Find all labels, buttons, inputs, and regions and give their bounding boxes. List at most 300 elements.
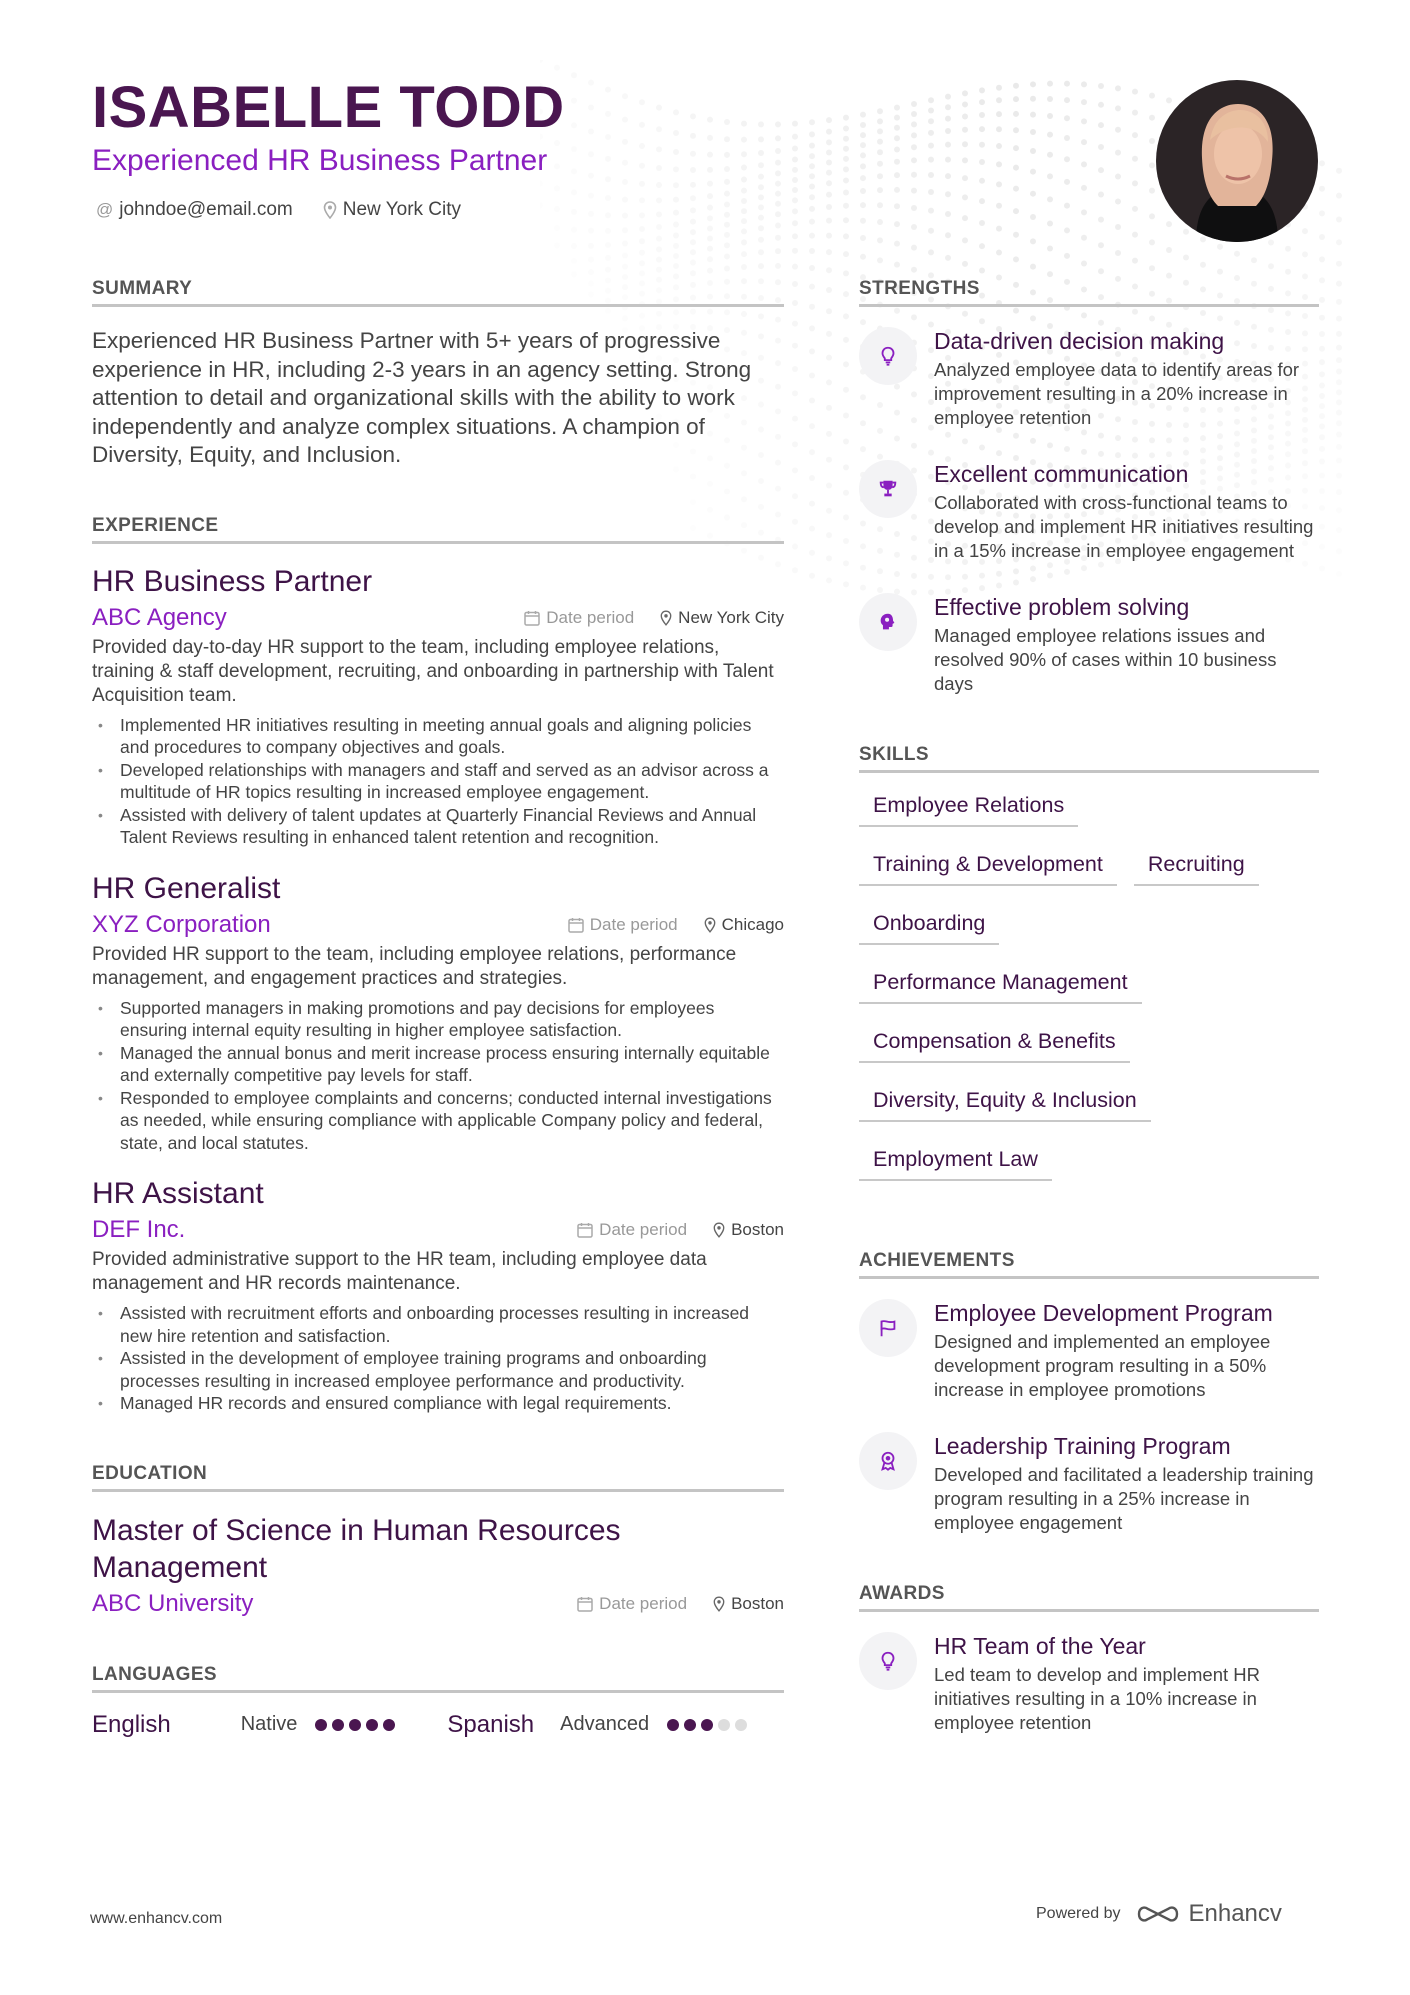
pattern-dot: [843, 313, 849, 319]
pattern-dot: [1115, 150, 1121, 156]
awards-section-title: AWARDS: [859, 1583, 1319, 1612]
job-location: [704, 915, 784, 935]
pattern-dot: [1319, 459, 1325, 465]
pattern-dot: [758, 225, 764, 231]
pattern-dot: [1064, 227, 1070, 233]
pattern-dot: [792, 187, 798, 193]
pattern-dot: [540, 181, 543, 187]
pattern-dot: [809, 325, 815, 331]
pattern-dot: [1336, 168, 1342, 174]
pattern-dot: [656, 165, 662, 171]
job-title: HR Business Partner: [92, 564, 373, 598]
pattern-dot: [1319, 331, 1325, 337]
pattern-dot: [707, 226, 713, 232]
bullet-item: • Assisted with recruitment efforts and onboarding processes resulting in increased new hire retention and satisfaction.: [92, 1302, 784, 1347]
pattern-dot: [860, 152, 866, 158]
pattern-dot: [809, 233, 815, 239]
date-period: [577, 1594, 687, 1614]
pattern-dot: [894, 187, 900, 193]
pattern-dot: [1047, 96, 1053, 102]
language-level: Native: [240, 1713, 298, 1735]
pattern-dot: [860, 175, 866, 181]
summary-text: Experienced HR Business Partner with 5+ years of progressive experience in HR, including 2-3 years in an agency setting. Strong attention to detail and organizational skills with the ability to work independently and analyze complex situations. A champion of Diversity, Equity, and Inclusion.: [92, 328, 752, 467]
pattern-dot: [741, 208, 747, 214]
pattern-dot: [1336, 261, 1342, 267]
pattern-dot: [809, 163, 815, 169]
date-text: Date period: [599, 1593, 688, 1613]
pattern-dot: [605, 242, 611, 248]
pattern-dot: [1319, 371, 1325, 377]
pattern-dot: [1336, 507, 1342, 513]
location-text: New York City: [342, 199, 462, 220]
flag-icon: [859, 1299, 917, 1357]
pattern-dot: [962, 157, 968, 163]
email-contact[interactable]: [96, 199, 293, 221]
summary-section-title: SUMMARY: [92, 278, 784, 307]
pattern-dot: [690, 229, 696, 235]
strength-item: [859, 460, 1319, 563]
language-name: English: [92, 1710, 171, 1738]
pattern-dot: [860, 188, 866, 194]
award-item: [859, 1632, 1319, 1735]
skill-tag: Training & Development: [859, 846, 1117, 886]
pattern-dot: [605, 195, 611, 201]
pattern-dot: [758, 204, 764, 210]
pattern-dot: [758, 136, 764, 142]
pattern-dot: [673, 243, 679, 249]
pattern-dot: [809, 284, 815, 290]
pattern-dot: [792, 220, 798, 226]
pattern-dot: [775, 248, 781, 254]
pattern-dot: [809, 265, 815, 271]
pattern-dot: [775, 170, 781, 176]
date-period: [568, 915, 678, 935]
pattern-dot: [843, 156, 849, 162]
pattern-dot: [775, 148, 781, 154]
pattern-dot: [571, 189, 577, 195]
pattern-dot: [1336, 389, 1342, 395]
proficiency-dot-filled: [684, 1719, 696, 1731]
brand-name: Enhancv: [1188, 1900, 1282, 1927]
location-pin-icon: [660, 610, 672, 626]
strengths-section-title: STRENGTHS: [859, 278, 1319, 307]
pattern-dot: [792, 177, 798, 183]
pattern-dot: [1081, 261, 1087, 267]
pattern-dot: [1336, 432, 1342, 438]
pattern-dot: [877, 139, 883, 145]
pattern-dot: [1098, 268, 1104, 274]
pattern-dot: [843, 136, 849, 142]
pattern-dot: [724, 201, 730, 207]
pattern-dot: [775, 235, 781, 241]
profile-photo: [1156, 80, 1318, 242]
pattern-dot: [979, 267, 985, 273]
pattern-dot: [1064, 156, 1070, 162]
job-location: [713, 1220, 784, 1240]
pattern-dot: [673, 197, 679, 203]
pattern-dot: [1336, 458, 1342, 464]
pattern-dot: [1098, 144, 1104, 150]
pattern-dot: [1149, 162, 1155, 168]
proficiency-dot-filled: [667, 1719, 679, 1731]
pattern-dot: [877, 237, 883, 243]
pattern-dot: [894, 147, 900, 153]
pattern-dot: [894, 125, 900, 131]
pattern-dot: [928, 118, 934, 124]
pattern-dot: [792, 390, 798, 396]
pattern-dot: [1319, 359, 1325, 365]
pattern-dot: [1319, 256, 1325, 262]
pattern-dot: [673, 263, 679, 269]
pattern-dot: [962, 127, 968, 133]
pattern-dot: [1319, 505, 1325, 511]
pattern-dot: [724, 191, 730, 197]
pattern-dot: [1336, 281, 1342, 287]
pattern-dot: [877, 202, 883, 208]
bullet-item: • Assisted in the development of employee training programs and onboarding processes resulting in increased employee performance and productivity.: [92, 1347, 784, 1392]
pattern-dot: [741, 188, 747, 194]
strength-title: Data-driven decision making: [934, 328, 1225, 354]
skill-tag: Recruiting: [1134, 846, 1259, 886]
pattern-dot: [690, 167, 696, 173]
pattern-dot: [554, 225, 560, 231]
pattern-dot: [894, 172, 900, 178]
pattern-dot: [860, 254, 866, 260]
pattern-dot: [979, 220, 985, 226]
job-description: Provided administrative support to the HR team, including employee data management and HR records maintenance.: [92, 1249, 707, 1294]
pattern-dot: [928, 249, 934, 255]
pattern-dot: [809, 248, 815, 254]
pattern-dot: [741, 121, 747, 127]
pattern-dot: [826, 577, 832, 583]
achievement-description: Designed and implemented an employee development program resulting in a 50% increase in employee promotions: [934, 1331, 1271, 1400]
date-period: [577, 1220, 687, 1240]
pattern-dot: [843, 538, 849, 544]
pattern-dot: [588, 105, 594, 111]
pattern-dot: [894, 221, 900, 227]
pattern-dot: [1030, 129, 1036, 135]
pattern-dot: [860, 142, 866, 148]
pattern-dot: [962, 90, 968, 96]
pattern-dot: [809, 550, 815, 556]
pattern-dot: [656, 267, 662, 273]
pattern-dot: [758, 121, 764, 127]
pattern-dot: [945, 255, 951, 261]
bullet-item: • Assisted with delivery of talent updates at Quarterly Financial Reviews and Annual Talent Reviews resulting in enhanced talent retention and recognition.: [92, 804, 784, 849]
pattern-dot: [1336, 527, 1342, 533]
pattern-dot: [911, 144, 917, 150]
pattern-dot: [894, 241, 900, 247]
enhancv-logo-icon: [1135, 1902, 1181, 1926]
footer-website[interactable]: www.enhancv.com: [90, 1910, 223, 1927]
pattern-dot: [911, 245, 917, 251]
pattern-dot: [571, 98, 577, 104]
pattern-dot: [843, 464, 849, 470]
achievement-title: Leadership Training Program: [934, 1433, 1231, 1459]
pattern-dot: [1336, 571, 1342, 577]
pattern-dot: [724, 166, 730, 172]
pattern-dot: [979, 142, 985, 148]
pattern-dot: [673, 149, 679, 155]
pattern-dot: [741, 228, 747, 234]
pattern-dot: [673, 182, 679, 188]
pattern-dot: [656, 224, 662, 230]
pattern-dot: [673, 166, 679, 172]
pattern-dot: [877, 257, 883, 263]
pattern-dot: [979, 159, 985, 165]
pattern-dot: [1115, 174, 1121, 180]
skill-tag: Compensation & Benefits: [859, 1023, 1130, 1063]
pattern-dot: [1319, 346, 1325, 352]
pattern-dot: [1166, 247, 1172, 253]
education-section-title: EDUCATION: [92, 1463, 784, 1492]
pattern-dot: [809, 153, 815, 159]
pattern-dot: [911, 205, 917, 211]
pattern-dot: [826, 508, 832, 514]
pattern-dot: [554, 185, 560, 191]
skill-tag: Employment Law: [859, 1141, 1052, 1181]
pattern-dot: [673, 233, 679, 239]
skill-tag: Onboarding: [859, 905, 999, 945]
pattern-dot: [792, 467, 798, 473]
skill-tag: Performance Management: [859, 964, 1142, 1004]
pattern-dot: [605, 267, 611, 273]
pattern-dot: [1064, 179, 1070, 185]
pattern-dot: [571, 72, 577, 78]
pattern-dot: [1336, 548, 1342, 554]
pattern-dot: [1336, 369, 1342, 375]
pattern-dot: [809, 501, 815, 507]
pattern-dot: [622, 197, 628, 203]
pattern-dot: [656, 146, 662, 152]
pattern-dot: [843, 387, 849, 393]
pattern-dot: [588, 173, 594, 179]
pattern-dot: [792, 121, 798, 127]
pattern-dot: [1115, 224, 1121, 230]
pattern-dot: [826, 192, 832, 198]
pattern-dot: [707, 167, 713, 173]
pattern-dot: [979, 112, 985, 118]
pattern-dot: [1251, 257, 1257, 263]
pattern-dot: [690, 260, 696, 266]
pattern-dot: [979, 178, 985, 184]
pattern-dot: [639, 99, 645, 105]
pattern-dot: [843, 337, 849, 343]
pattern-dot: [843, 514, 849, 520]
pattern-dot: [826, 267, 832, 273]
pattern-dot: [809, 184, 815, 190]
pattern-dot: [1268, 240, 1274, 246]
award-icon: [859, 1432, 917, 1490]
pattern-dot: [588, 257, 594, 263]
pattern-dot: [1336, 316, 1342, 322]
pattern-dot: [1013, 83, 1019, 89]
pattern-dot: [911, 172, 917, 178]
pattern-dot: [945, 157, 951, 163]
pattern-dot: [826, 170, 832, 176]
pattern-dot: [894, 135, 900, 141]
pattern-dot: [1081, 235, 1087, 241]
proficiency-dot-filled: [332, 1719, 344, 1731]
pattern-dot: [741, 137, 747, 143]
pattern-dot: [707, 117, 713, 123]
pattern-dot: [1030, 169, 1036, 175]
powered-by-label: Powered by: [1036, 1905, 1121, 1922]
pattern-dot: [1115, 85, 1121, 91]
pattern-dot: [809, 573, 815, 579]
pattern-dot: [1200, 262, 1206, 268]
pattern-dot: [928, 108, 934, 114]
pattern-dot: [809, 173, 815, 179]
pattern-dot: [588, 243, 594, 249]
bullet-item: • Responded to employee complaints and concerns; conducted internal investigations as needed, while ensuring compliance with applicable Company policy and federal, state, and local statutes.: [92, 1087, 784, 1155]
pattern-dot: [928, 172, 934, 178]
pattern-dot: [1183, 255, 1189, 261]
pattern-dot: [639, 143, 645, 149]
pattern-dot: [690, 133, 696, 139]
pattern-dot: [571, 258, 577, 264]
pattern-dot: [707, 181, 713, 187]
job-bullets: [92, 1302, 784, 1415]
trophy-icon: [859, 460, 917, 518]
pattern-dot: [860, 163, 866, 169]
pattern-dot: [690, 219, 696, 225]
pattern-dot: [962, 175, 968, 181]
location-text: Boston: [731, 1220, 784, 1239]
pattern-dot: [877, 219, 883, 225]
bullet-item: • Managed HR records and ensured compliance with legal requirements.: [92, 1392, 784, 1415]
pattern-dot: [1319, 434, 1325, 440]
location-contact: [323, 199, 461, 221]
pattern-dot: [1336, 299, 1342, 305]
pattern-dot: [826, 117, 832, 123]
pattern-dot: [775, 191, 781, 197]
pattern-dot: [1132, 258, 1138, 264]
pattern-dot: [996, 143, 1002, 149]
proficiency-dot-empty: [735, 1719, 747, 1731]
pattern-dot: [962, 261, 968, 267]
pattern-dot: [1081, 185, 1087, 191]
pattern-dot: [775, 211, 781, 217]
pattern-dot: [588, 211, 594, 217]
pattern-dot: [1285, 246, 1291, 252]
pattern-dot: [571, 227, 577, 233]
pattern-dot: [809, 398, 815, 404]
pattern-dot: [690, 207, 696, 213]
pattern-dot: [860, 122, 866, 128]
strength-title: Excellent communication: [934, 461, 1189, 487]
pattern-dot: [656, 182, 662, 188]
pattern-dot: [1098, 102, 1104, 108]
pattern-dot: [656, 236, 662, 242]
pattern-dot: [639, 270, 645, 276]
pattern-dot: [690, 195, 696, 201]
pattern-dot: [758, 194, 764, 200]
pattern-dot: [894, 115, 900, 121]
pattern-dot: [605, 212, 611, 218]
pattern-dot: [1149, 93, 1155, 99]
pattern-dot: [792, 441, 798, 447]
pattern-dot: [1319, 524, 1325, 530]
pattern-dot: [792, 300, 798, 306]
pattern-dot: [945, 173, 951, 179]
pattern-dot: [1234, 251, 1240, 257]
pattern-dot: [673, 109, 679, 115]
pattern-dot: [656, 126, 662, 132]
pattern-dot: [1013, 256, 1019, 262]
pattern-dot: [1319, 446, 1325, 452]
pattern-dot: [758, 237, 764, 243]
job-description: Provided HR support to the team, including employee relations, performance management, and engagement practices and strategies.: [92, 943, 737, 989]
pattern-dot: [860, 218, 866, 224]
pattern-dot: [758, 249, 764, 255]
pattern-dot: [826, 331, 832, 337]
pattern-dot: [622, 213, 628, 219]
pattern-dot: [724, 232, 730, 238]
pattern-dot: [724, 253, 730, 259]
language-proficiency-dots: [315, 1719, 395, 1731]
pattern-dot: [1166, 97, 1172, 103]
candidate-headline: Experienced HR Business Partner: [92, 144, 548, 177]
pattern-dot: [860, 202, 866, 208]
pattern-dot: [1081, 118, 1087, 124]
pattern-dot: [928, 208, 934, 214]
achievement-title: Employee Development Program: [934, 1300, 1273, 1326]
calendar-icon: [577, 1222, 593, 1238]
pattern-dot: [826, 379, 832, 385]
pattern-dot: [911, 121, 917, 127]
pattern-dot: [928, 189, 934, 195]
pattern-dot: [1319, 488, 1325, 494]
pattern-dot: [1115, 250, 1121, 256]
pattern-dot: [877, 108, 883, 114]
job-entry: [92, 564, 784, 849]
pattern-dot: [1013, 208, 1019, 214]
pattern-dot: [588, 228, 594, 234]
pattern-dot: [707, 256, 713, 262]
pattern-dot: [605, 176, 611, 182]
pattern-dot: [741, 218, 747, 224]
pattern-dot: [809, 372, 815, 378]
proficiency-dot-filled: [383, 1719, 395, 1731]
pattern-dot: [877, 187, 883, 193]
pattern-dot: [1098, 191, 1104, 197]
pattern-dot: [1047, 113, 1053, 119]
pattern-dot: [690, 239, 696, 245]
pattern-dot: [656, 246, 662, 252]
pattern-dot: [673, 222, 679, 228]
pattern-dot: [690, 182, 696, 188]
pattern-dot: [1336, 239, 1342, 245]
pattern-dot: [775, 160, 781, 166]
pattern-dot: [1336, 379, 1342, 385]
pattern-dot: [1081, 161, 1087, 167]
pattern-dot: [1115, 105, 1121, 111]
pattern-dot: [690, 151, 696, 157]
pattern-dot: [792, 167, 798, 173]
enhancv-logo[interactable]: [1135, 1900, 1282, 1928]
pattern-dot: [1319, 423, 1325, 429]
pattern-dot: [928, 143, 934, 149]
proficiency-dot-filled: [366, 1719, 378, 1731]
pattern-dot: [843, 439, 849, 445]
pattern-dot: [996, 111, 1002, 117]
pattern-dot: [911, 224, 917, 230]
pattern-dot: [826, 129, 832, 135]
calendar-icon: [577, 1596, 593, 1612]
pattern-dot: [775, 181, 781, 187]
date-text: Date period: [589, 914, 678, 934]
